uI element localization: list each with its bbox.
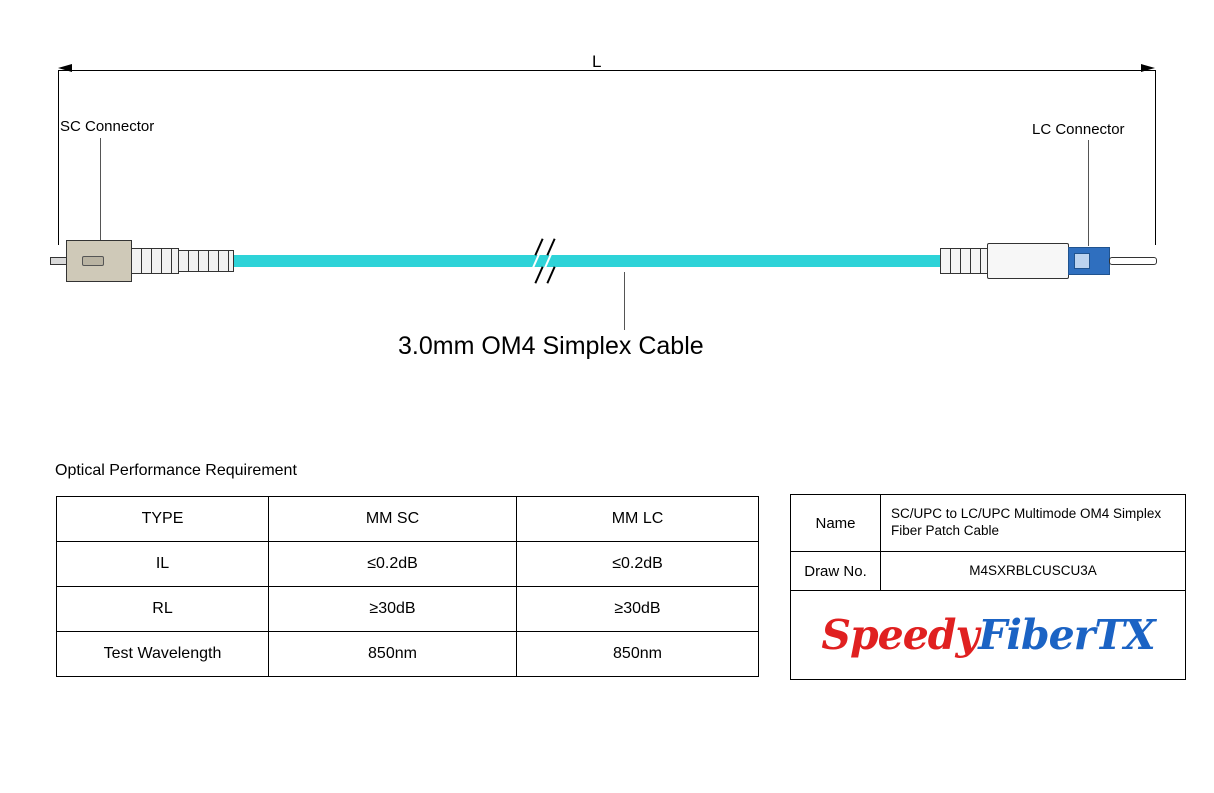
sc-boot-rib [141,248,142,274]
table-header-cell: MM LC [517,497,759,542]
table-header-cell: MM SC [269,497,517,542]
table-cell: IL [57,542,269,587]
callout-lc-connector: LC Connector [1032,121,1125,138]
table-cell: ≥30dB [517,587,759,632]
section-title: Optical Performance Requirement [55,462,297,479]
table-cell: ≤0.2dB [517,542,759,587]
logo-text-part2: FiberTX [978,611,1155,659]
callout-sc-connector: SC Connector [60,118,155,135]
sc-boot-rib [188,250,189,272]
dimension-line [58,70,1155,71]
sc-boot-rib [208,250,209,272]
dimension-label: L [592,52,602,71]
table-cell: ≤0.2dB [269,542,517,587]
table-cell: 850nm [269,632,517,677]
table-cell: RL [57,587,269,632]
cable-type-label: 3.0mm OM4 Simplex Cable [398,332,704,360]
title-block [790,494,1186,680]
table-row [57,632,759,677]
sc-boot-rib [228,250,229,272]
logo-text [821,611,1154,659]
sc-boot-rib [161,248,162,274]
dimension-arrow-right-icon [1141,64,1155,72]
table-header-cell: TYPE [57,497,269,542]
title-block-draw-row [791,552,1185,591]
dimension-arrow-left-icon [58,64,72,72]
sc-boot-rib [151,248,152,274]
leader-line-sc [100,138,101,246]
title-block-name-row [791,495,1185,552]
sc-boot-rib [171,248,172,274]
name-label: Name [791,495,881,551]
lc-boot-rib [950,248,951,274]
lc-boot-rib [980,248,981,274]
lc-connector-body [987,243,1069,279]
sc-boot-rib [218,250,219,272]
table-cell: ≥30dB [269,587,517,632]
table-row [57,542,759,587]
sc-connector-window [82,256,104,266]
name-value: SC/UPC to LC/UPC Multimode OM4 Simplex Fiber Patch Cable [891,506,1162,538]
leader-line-lc [1088,140,1089,246]
cable-jacket [233,255,945,267]
sc-boot-ribbed-section [178,250,234,272]
draw-number-value: M4SXRBLCUSCU3A [969,562,1097,578]
leader-line-cable [624,272,625,330]
logo-text-part1: Speedy [821,611,979,659]
lc-ferrule [1109,257,1157,265]
table-cell: 850nm [517,632,759,677]
extension-line-left [58,70,59,245]
cable-break-slash-4 [546,266,555,283]
table-header-row [57,497,759,542]
company-logo [791,591,1185,679]
sc-boot-rib [198,250,199,272]
lc-boot-rib [970,248,971,274]
table-row [57,587,759,632]
optical-performance-table [56,496,759,677]
draw-number-label: Draw No. [791,552,881,590]
lc-boot-rib [960,248,961,274]
table-cell: Test Wavelength [57,632,269,677]
lc-connector-latch [1074,253,1090,269]
extension-line-right [1155,70,1156,245]
